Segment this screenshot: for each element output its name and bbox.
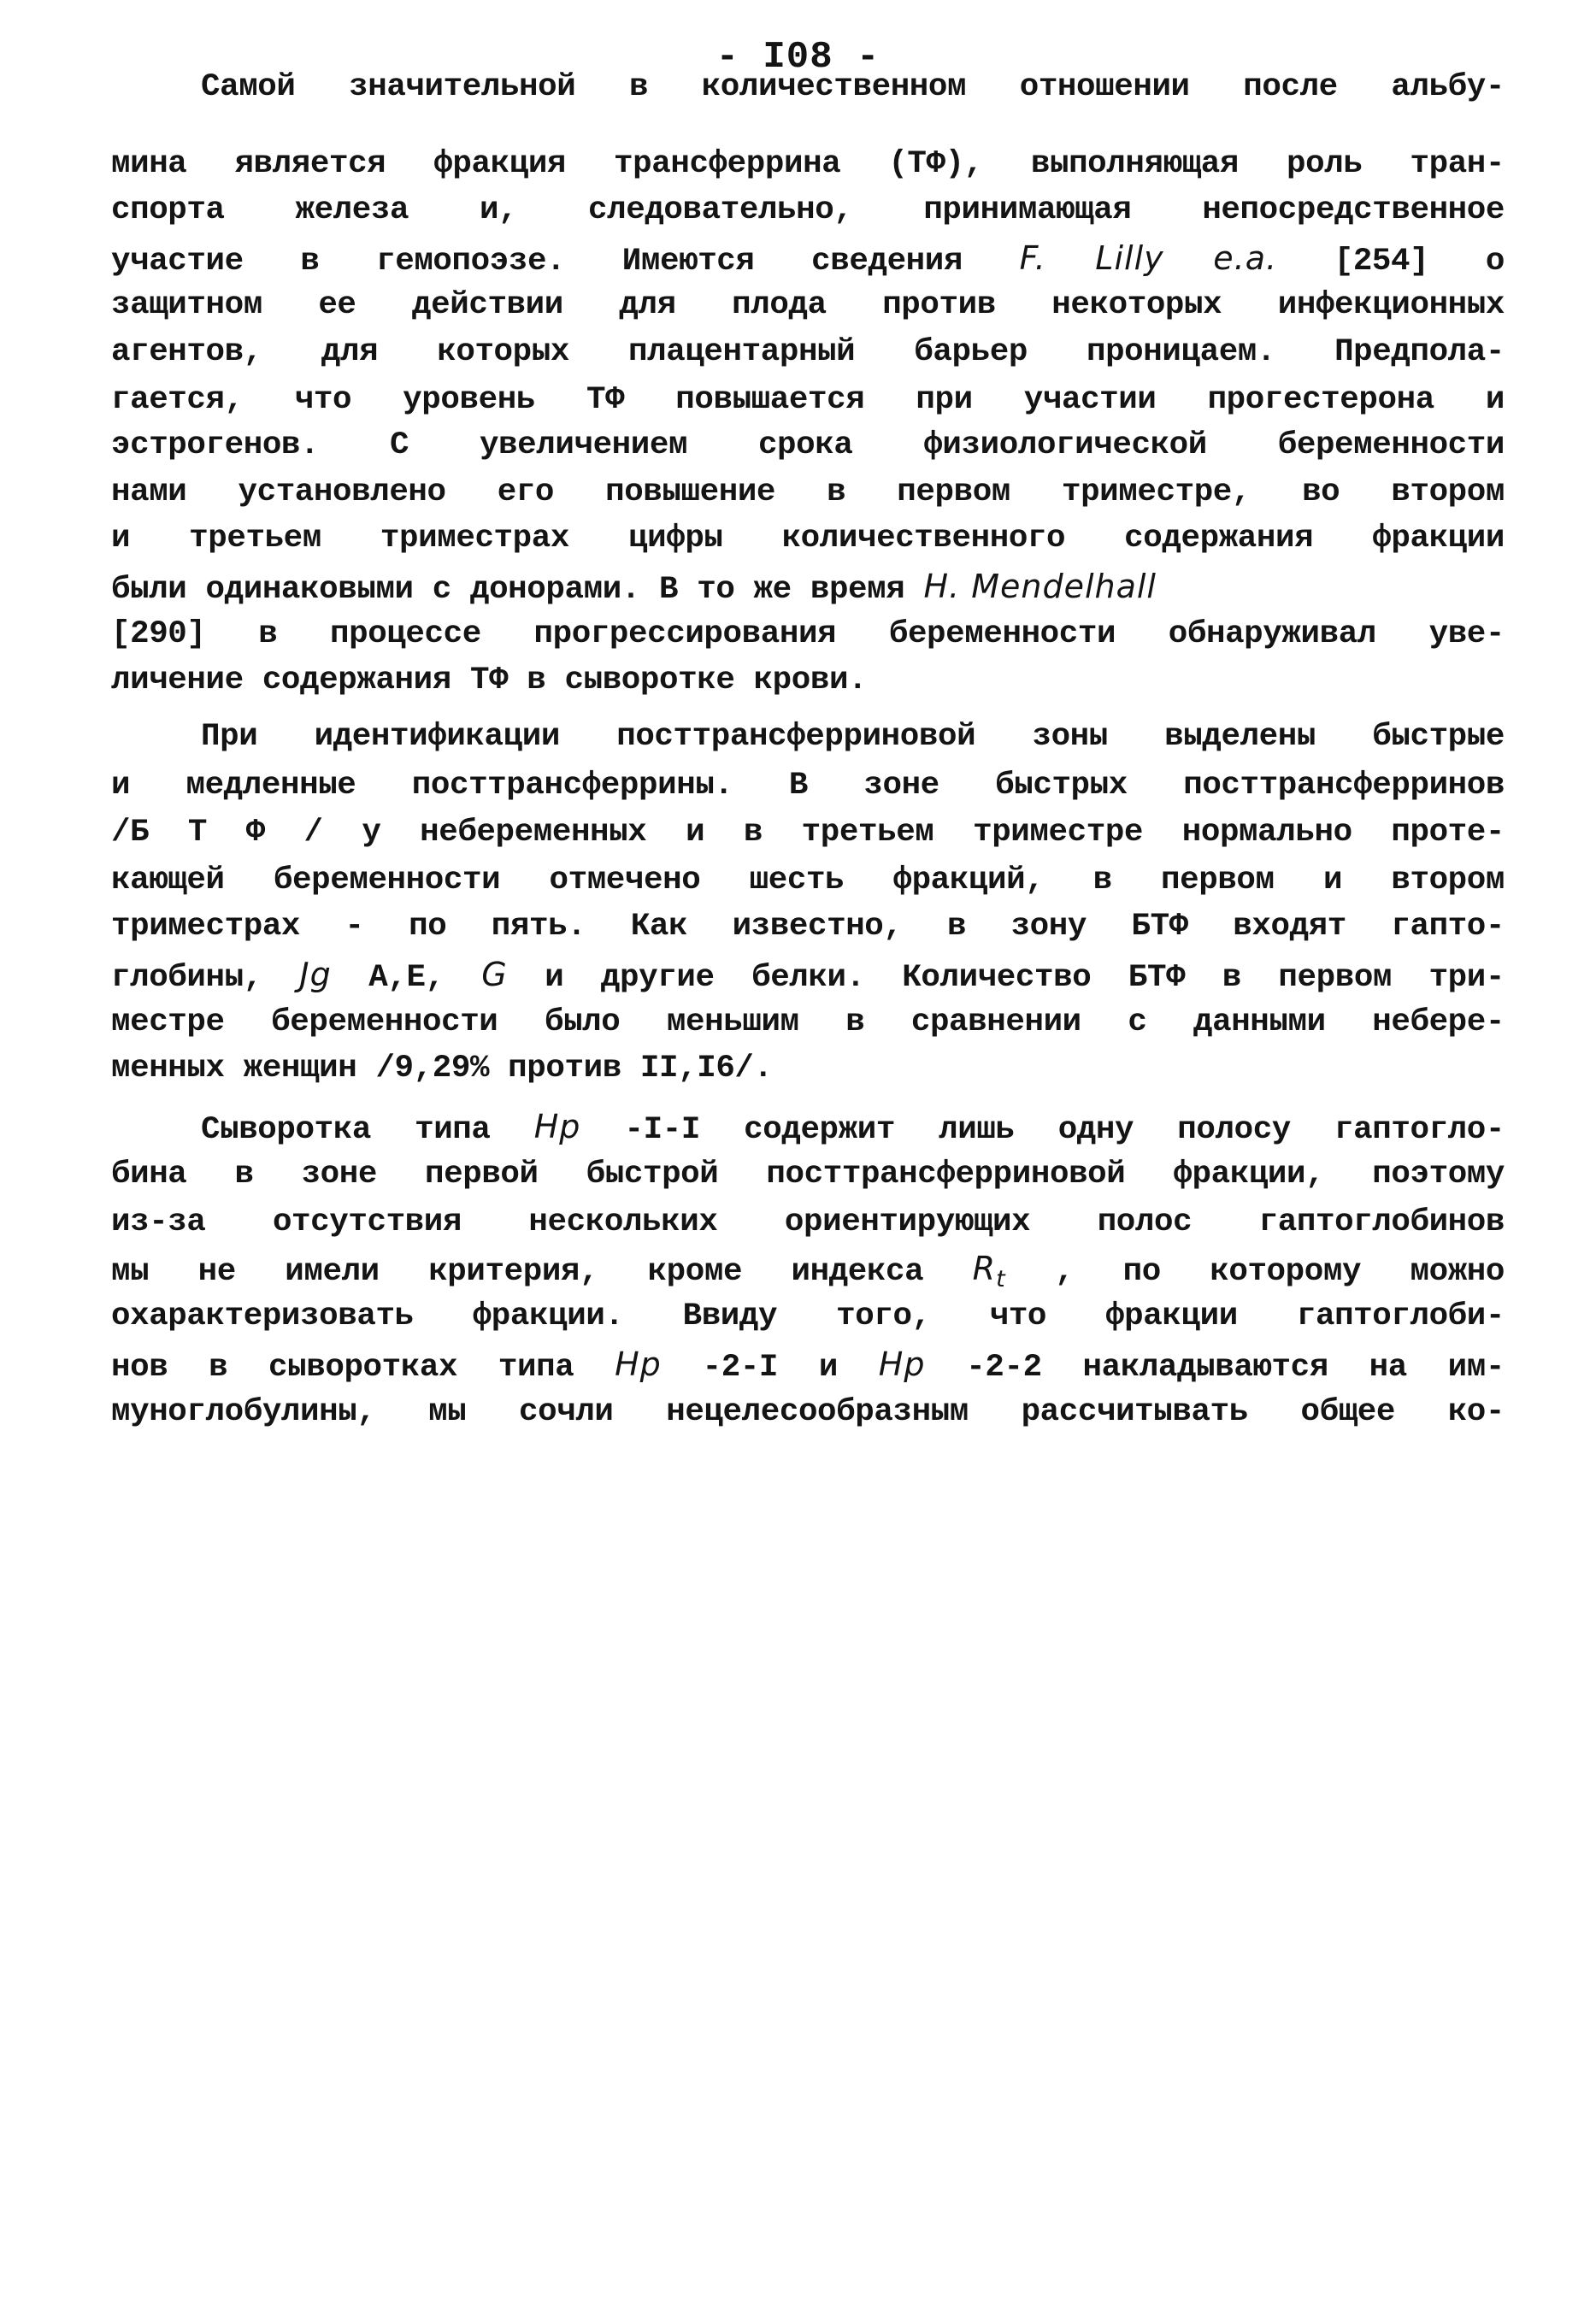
text-line: Самой значительной в количественном отношении после альбу- <box>201 69 1505 105</box>
text-line: спорта железа и, следовательно, принимающая непосредственное <box>111 192 1505 228</box>
text-line: агентов, для которых плацентарный барьер проницаем. Предпола- <box>111 334 1505 370</box>
text-line: менных женщин /9,29% против II,I6/. <box>111 1051 773 1086</box>
text-line: При идентификации посттрансферриновой зоны выделены быстрые <box>201 719 1505 755</box>
page-number: - I08 - <box>716 36 880 79</box>
text-line: местре беременности было меньшим в сравнении с данными небере- <box>111 1004 1505 1040</box>
text-line: Сыворотка типа Hp -I-I содержит лишь одну полосу гаптогло- <box>201 1108 1505 1148</box>
text-line: гается, что уровень ТФ повышается при участии прогестерона и <box>111 382 1505 418</box>
text-line: и третьем триместрах цифры количественного содержания фракции <box>111 521 1505 556</box>
symbol-g: G <box>481 956 508 993</box>
text-line: и медленные посттрансферрины. В зоне быстрых посттрансферринов <box>111 768 1505 804</box>
text-line: [290] в процессе прогрессирования беременности обнаруживал уве- <box>111 616 1505 652</box>
text-line: кающей беременности отмечено шесть фракций, в первом и втором <box>111 863 1505 898</box>
text-line: мы не имели критерия, кроме индекса $R_t$ , по которому можно <box>111 1250 1505 1292</box>
text-line: бина в зоне первой быстрой посттрансферриновой фракции, поэтому <box>111 1157 1505 1192</box>
symbol-jg: Jg <box>299 956 332 993</box>
text-line: нов в сыворотках типа Hp -2-I и Hp -2-2 накладываются на им- <box>111 1345 1505 1386</box>
symbol-hp: Hp <box>615 1345 662 1383</box>
text-line: охарактеризовать фракции. Ввиду того, что фракции гаптоглоби- <box>111 1298 1505 1334</box>
author-name: F. Lilly e.a. <box>1019 239 1278 277</box>
text-line: триместрах - по пять. Как известно, в зону БТФ входят гапто- <box>111 909 1505 945</box>
symbol-hp: Hp <box>878 1345 926 1383</box>
text-line: глобины, Jg A,E, G и другие белки. Количество БТФ в первом три- <box>111 956 1505 996</box>
symbol-rt-subscript: t <box>996 1266 1006 1292</box>
text-line: /Б Т Ф / у небеременных и в третьем триместре нормально проте- <box>111 815 1505 851</box>
symbol-rt: R <box>972 1250 997 1287</box>
author-name: H. Mendelhall <box>923 568 1157 605</box>
text-line: нами установлено его повышение в первом триместре, во втором <box>111 474 1505 510</box>
text-line: из-за отсутствия нескольких ориентирующих полос гаптоглобинов <box>111 1204 1505 1240</box>
text-line: эстрогенов. С увеличением срока физиологической беременности <box>111 427 1505 463</box>
text-line: муноглобулины, мы сочли нецелесообразным рассчитывать общее ко- <box>111 1394 1505 1430</box>
text-line: личение содержания ТФ в сыворотке крови. <box>111 662 868 698</box>
symbol-hp: Hp <box>533 1108 581 1145</box>
text-line: участие в гемопоэзе. Имеются сведения F. Lilly e.a. [254] о <box>111 239 1505 280</box>
text-line: защитном ее действии для плода против некоторых инфекционных <box>111 287 1505 323</box>
text-line: мина является фракция трансферрина (ТФ), выполняющая роль тран- <box>111 146 1505 182</box>
text-line: были одинаковыми с донорами. В то же время H. Mendelhall <box>111 568 1157 608</box>
